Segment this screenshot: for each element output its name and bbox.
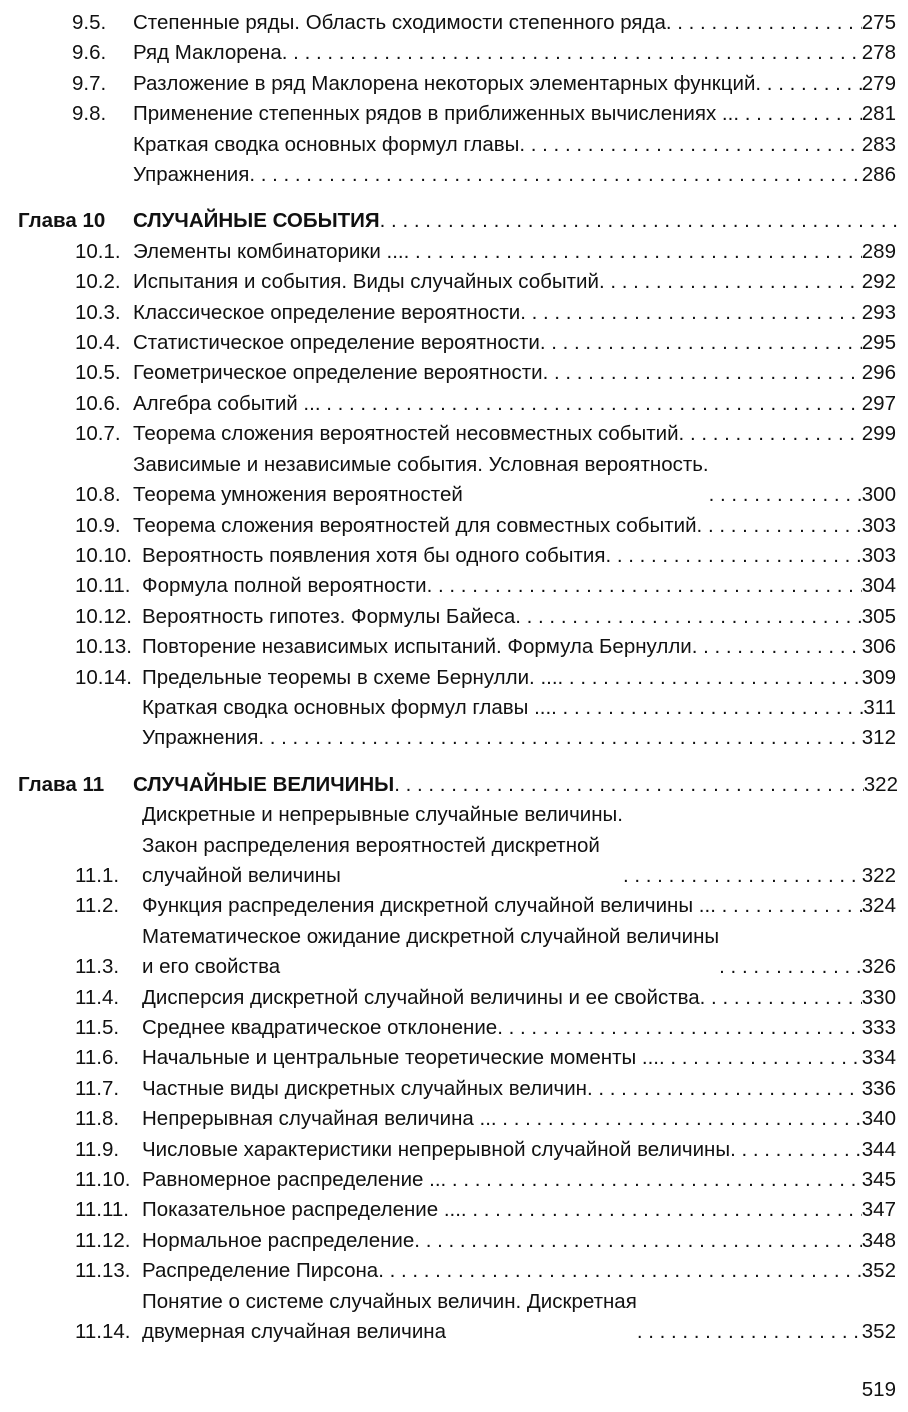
entry-title-line: Алгебра событий ..: [133, 391, 315, 415]
entry-title-wrap: [133, 419, 862, 449]
page-ref: 334: [861, 1046, 896, 1070]
entry-title: [133, 450, 709, 511]
toc-entry: [0, 922, 908, 983]
entry-title: [133, 511, 697, 541]
entry-title-line: Упражнения: [142, 726, 259, 750]
page-ref: 297: [861, 391, 896, 415]
entry-title-line: Формула полной вероятности: [142, 574, 427, 598]
entry-title-wrap: [133, 206, 898, 236]
toc-entry: [0, 1226, 908, 1256]
section-number: 11.10.: [75, 1168, 131, 1192]
section-number: 11.5.: [75, 1016, 120, 1039]
page-ref: 348: [861, 1228, 896, 1252]
page-ref: 299: [861, 422, 896, 446]
entry-title-line: Дискретные и непрерывные случайные величины.: [142, 803, 623, 827]
entry-title: [142, 723, 258, 753]
entry-title-wrap: [133, 130, 862, 160]
entry-title-line: Числовые характеристики непрерывной случайной величины: [142, 1137, 731, 1161]
page-ref: 293: [861, 300, 896, 324]
dot-leader: [315, 389, 862, 419]
toc-entry: [0, 1074, 908, 1104]
toc-entry: [0, 8, 908, 38]
entry-title-line: Предельные теоремы в схеме Бернулли. ...: [142, 665, 558, 689]
dot-leader: [394, 770, 864, 800]
dot-leader: [380, 206, 898, 236]
toc-entry: [0, 663, 908, 693]
entry-title: [142, 1135, 730, 1165]
section-number: 10.10.: [75, 543, 132, 567]
dot-leader: [679, 419, 862, 449]
entry-title: [142, 1104, 491, 1134]
entry-title-line: Степенные ряды. Область сходимости степенного ряда: [133, 11, 666, 34]
section-number: 11.7.: [75, 1076, 120, 1100]
toc-entry: [0, 450, 908, 511]
dot-leader: [461, 1195, 862, 1225]
dot-leader: [659, 1043, 862, 1073]
entry-title-wrap: [142, 1104, 862, 1134]
dot-leader: [258, 723, 861, 753]
toc-entry: [0, 358, 908, 388]
entry-title-line: Равномерное распределение ..: [142, 1168, 441, 1192]
toc-entry: [0, 541, 908, 571]
entry-title: [133, 328, 540, 358]
section-number: 9.5.: [72, 11, 107, 34]
entry-title-line: СЛУЧАЙНЫЕ СОБЫТИЯ: [133, 209, 380, 233]
toc-entry: [0, 1013, 908, 1043]
section-number: 9.7.: [72, 71, 107, 95]
toc-entry: [0, 328, 908, 358]
dot-leader: [605, 541, 861, 571]
section-number: 10.1.: [75, 239, 121, 263]
entry-title: [133, 38, 282, 68]
entry-title-wrap: [142, 1226, 862, 1256]
section-number: 10.8.: [75, 483, 121, 507]
entry-title: [133, 298, 520, 328]
entry-title: [133, 770, 394, 800]
entry-title-line: Теорема сложения вероятностей несовместных событий: [133, 422, 679, 446]
entry-title: [133, 160, 249, 190]
entry-title-wrap: [142, 663, 862, 693]
page-ref: 311: [863, 695, 896, 719]
dot-leader: [282, 38, 862, 68]
page-ref: 281: [861, 102, 896, 126]
entry-title: [142, 1013, 497, 1043]
section-number: 10.7.: [75, 422, 121, 446]
section-number: 11.12.: [75, 1228, 131, 1252]
entry-title-wrap: [133, 298, 862, 328]
page-ref: 300: [861, 483, 896, 507]
section-number: 9.6.: [72, 41, 107, 65]
page-ref: 289: [861, 239, 896, 263]
entry-title-line: Дисперсия дискретной случайной величины и ее свойства: [142, 985, 700, 1009]
entry-title-line: Краткая сводка основных формул главы ...: [142, 695, 552, 719]
toc-entry: [0, 38, 908, 68]
toc-entry: [0, 602, 908, 632]
entry-title-wrap: [142, 723, 862, 753]
entry-title: [133, 237, 404, 267]
entry-title-wrap: [133, 237, 862, 267]
section-number: 10.9.: [75, 513, 121, 537]
entry-title-line: Испытания и события. Виды случайных событий: [133, 270, 599, 294]
page-ref: 345: [861, 1168, 896, 1192]
toc-entry: [0, 693, 908, 723]
section-number: 11.8.: [75, 1107, 120, 1131]
entry-title: [142, 602, 515, 632]
toc-entry: [0, 891, 908, 921]
section-number: 10.4.: [75, 331, 121, 355]
entry-title-line: Начальные и центральные теоретические моменты ...: [142, 1046, 659, 1070]
entry-title: [142, 922, 719, 983]
dot-leader: [719, 952, 862, 982]
dot-leader: [587, 1074, 862, 1104]
entry-title-wrap: [133, 69, 862, 99]
section-number: 11.13.: [75, 1259, 131, 1283]
dot-leader: [404, 237, 862, 267]
page-ref: 322: [861, 863, 896, 887]
page-ref: 306: [861, 635, 896, 659]
entry-title-line: Классическое определение вероятности: [133, 300, 521, 324]
dot-leader: [414, 1226, 861, 1256]
section-number: 10.11.: [75, 574, 131, 598]
dot-leader: [637, 1317, 862, 1347]
entry-title: [133, 8, 666, 38]
toc-entry: [0, 1135, 908, 1165]
dot-leader: [551, 693, 863, 723]
dot-leader: [709, 480, 862, 510]
entry-title-wrap: [133, 389, 862, 419]
dot-leader: [599, 267, 862, 297]
entry-title-wrap: [142, 800, 862, 891]
entry-title-wrap: [142, 1013, 862, 1043]
entry-title-wrap: [142, 1043, 862, 1073]
section-number: 11.3.: [75, 955, 120, 979]
toc-entry: [0, 298, 908, 328]
dot-leader: [666, 8, 862, 38]
dot-leader: [520, 298, 862, 328]
entry-title-line: Вероятность появления хотя бы одного события: [142, 543, 606, 567]
page-ref: 275: [861, 11, 896, 34]
toc-entry: [0, 723, 908, 753]
section-number: 10.3.: [75, 300, 121, 324]
page-ref: 352: [861, 1320, 896, 1344]
toc-entry: [0, 800, 908, 891]
entry-title: [142, 1195, 461, 1225]
entry-title: [133, 206, 380, 236]
entry-title-line: Повторение независимых испытаний. Формула Бернулли: [142, 635, 692, 659]
dot-leader: [249, 160, 861, 190]
page-ref: 303: [861, 513, 896, 537]
entry-title: [142, 632, 692, 662]
page-ref: 340: [861, 1107, 896, 1131]
page-ref: 304: [861, 574, 896, 598]
dot-leader: [515, 602, 862, 632]
entry-title-wrap: [142, 602, 862, 632]
entry-title-line: СЛУЧАЙНЫЕ ВЕЛИЧИНЫ: [133, 772, 395, 796]
entry-title-line: Зависимые и независимые события. Условная вероятность.: [133, 452, 709, 476]
dot-leader: [540, 328, 862, 358]
page-ref: 322: [863, 772, 898, 796]
chapter-number: Глава 11: [18, 772, 105, 796]
toc-entry: [0, 419, 908, 449]
section-number: 10.6.: [75, 391, 121, 415]
page-ref: 324: [861, 894, 896, 918]
section-number: 10.12.: [75, 604, 132, 628]
page-ref: 292: [861, 270, 896, 294]
entry-title: [133, 130, 519, 160]
section-number: 10.14.: [75, 665, 132, 689]
entry-title-line: Распределение Пирсона: [142, 1259, 379, 1283]
entry-title-line: Среднее квадратическое отклонение: [142, 1016, 498, 1039]
entry-title: [142, 571, 427, 601]
entry-title-wrap: [142, 1287, 862, 1348]
entry-title: [142, 541, 605, 571]
toc-entry: [0, 1287, 908, 1348]
section-number: 11.6.: [75, 1046, 120, 1070]
entry-title: [142, 1043, 659, 1073]
page-ref: 279: [861, 71, 896, 95]
toc-entry: [0, 69, 908, 99]
entry-title-line: Геометрическое определение вероятности: [133, 361, 543, 385]
entry-title: [133, 419, 679, 449]
entry-title-line: Разложение в ряд Маклорена некоторых элементарных функций: [133, 71, 756, 95]
page-ref: 330: [861, 985, 896, 1009]
dot-leader: [710, 891, 862, 921]
entry-title-wrap: [142, 922, 862, 983]
entry-title-line: Нормальное распределение: [142, 1228, 415, 1252]
section-number: 11.4.: [75, 985, 120, 1009]
entry-title: [142, 1287, 637, 1348]
entry-title-wrap: [142, 891, 862, 921]
toc-entry: [0, 1256, 908, 1286]
entry-title: [142, 800, 623, 891]
entry-title: [133, 358, 543, 388]
entry-title-wrap: [142, 571, 862, 601]
entry-title: [133, 99, 733, 129]
dot-leader: [730, 1135, 862, 1165]
dot-leader: [543, 358, 862, 388]
entry-title-wrap: [142, 1074, 862, 1104]
section-number: 10.5.: [75, 361, 121, 385]
page-ref: 344: [861, 1137, 896, 1161]
section-number: 10.13.: [75, 635, 132, 659]
toc-entry: [0, 130, 908, 160]
section-number: 11.14.: [75, 1320, 131, 1344]
toc-entry: [0, 1165, 908, 1195]
section-number: 11.9.: [75, 1137, 120, 1161]
dot-leader: [692, 632, 862, 662]
entry-title-wrap: [142, 1135, 862, 1165]
entry-title-wrap: [133, 358, 862, 388]
dot-leader: [558, 663, 862, 693]
page-number: 519: [861, 1378, 896, 1401]
entry-title-wrap: [133, 267, 862, 297]
entry-title: [142, 1256, 378, 1286]
section-number: 11.11.: [75, 1198, 129, 1222]
section-number: 11.1.: [75, 863, 120, 887]
page-ref: 296: [861, 361, 896, 385]
entry-title-wrap: [133, 38, 862, 68]
page-ref: 305: [861, 604, 896, 628]
entry-title-wrap: [142, 1195, 862, 1225]
entry-title-line: Частные виды дискретных случайных величин: [142, 1076, 587, 1100]
entry-title: [142, 983, 700, 1013]
toc-entry: [0, 389, 908, 419]
entry-title: [142, 663, 558, 693]
dot-leader: [623, 861, 862, 891]
entry-title-line: Ряд Маклорена: [133, 41, 282, 65]
dot-leader: [378, 1256, 862, 1286]
dot-leader: [441, 1165, 862, 1195]
page-ref: 326: [861, 955, 896, 979]
page-ref: 333: [861, 1016, 896, 1039]
toc-entry: [0, 99, 908, 129]
entry-title-wrap: [133, 99, 862, 129]
section-number: 10.2.: [75, 270, 121, 294]
dot-leader: [497, 1013, 862, 1043]
entry-title-line: Применение степенных рядов в приближенных вычислениях ..: [133, 102, 734, 126]
toc-entry: [0, 160, 908, 190]
entry-title-line: Упражнения: [133, 163, 250, 187]
entry-title-line: Элементы комбинаторики ...: [133, 239, 404, 263]
entry-title-wrap: [133, 450, 862, 511]
entry-title-wrap: [133, 328, 862, 358]
section-number: 11.2.: [75, 894, 120, 918]
entry-title-line: Непрерывная случайная величина ..: [142, 1107, 491, 1131]
dot-leader: [755, 69, 861, 99]
entry-title-wrap: [133, 770, 864, 800]
chapter-number: Глава 10: [18, 209, 106, 233]
dot-leader: [427, 571, 862, 601]
entry-title-line: Статистическое определение вероятности: [133, 331, 540, 355]
page-ref: 283: [861, 132, 896, 156]
entry-title-wrap: [142, 632, 862, 662]
entry-title-wrap: [142, 541, 862, 571]
entry-title: [142, 1226, 414, 1256]
entry-title-wrap: [142, 983, 862, 1013]
table-of-contents: [0, 8, 908, 1347]
toc-chapter-heading: [0, 206, 908, 236]
entry-title-line: Математическое ожидание дискретной случайной величины: [142, 924, 720, 948]
toc-entry: [0, 1104, 908, 1134]
page-ref: 352: [861, 1259, 896, 1283]
entry-title-line: и его свойства: [142, 955, 281, 979]
page-ref: 286: [861, 163, 896, 187]
entry-title-line: Закон распределения вероятностей дискретной: [142, 833, 600, 857]
entry-title-line: Теорема сложения вероятностей для совместных событий: [133, 513, 697, 537]
dot-leader: [697, 511, 862, 541]
entry-title-line: двумерная случайная величина: [142, 1320, 446, 1344]
page-ref: 309: [861, 665, 896, 689]
dot-leader: [733, 99, 861, 129]
entry-title-line: случайной величины: [142, 863, 341, 887]
entry-title-line: Понятие о системе случайных величин. Дискретная: [142, 1289, 637, 1313]
dot-leader: [700, 983, 862, 1013]
toc-entry: [0, 267, 908, 297]
dot-leader: [491, 1104, 862, 1134]
entry-title: [142, 693, 551, 723]
toc-entry: [0, 1195, 908, 1225]
toc-entry: [0, 983, 908, 1013]
section-number: 9.8.: [72, 102, 107, 126]
entry-title: [142, 891, 710, 921]
entry-title-wrap: [142, 1256, 862, 1286]
page-ref: 278: [861, 41, 896, 65]
toc-entry: [0, 571, 908, 601]
page-ref: 312: [861, 726, 896, 750]
dot-leader: [519, 130, 861, 160]
entry-title-wrap: [133, 8, 862, 38]
entry-title-wrap: [133, 160, 862, 190]
page-ref: 336: [861, 1076, 896, 1100]
entry-title: [133, 389, 315, 419]
toc-entry: [0, 237, 908, 267]
entry-title-wrap: [142, 693, 863, 723]
entry-title-wrap: [133, 511, 862, 541]
entry-title-line: Функция распределения дискретной случайной величины ..: [142, 894, 711, 918]
page-ref: 347: [861, 1198, 896, 1222]
entry-title-wrap: [142, 1165, 862, 1195]
entry-title-line: Вероятность гипотез. Формулы Байеса: [142, 604, 516, 628]
toc-entry: [0, 1043, 908, 1073]
entry-title: [142, 1165, 441, 1195]
entry-title: [142, 1074, 587, 1104]
entry-title-line: Теорема умножения вероятностей: [133, 483, 463, 507]
entry-title: [133, 69, 755, 99]
page-ref: 303: [861, 543, 896, 567]
toc-entry: [0, 632, 908, 662]
entry-title-line: Краткая сводка основных формул главы: [133, 132, 520, 156]
toc-entry: [0, 511, 908, 541]
entry-title-line: Показательное распределение ...: [142, 1198, 461, 1222]
page-ref: 295: [861, 331, 896, 355]
toc-chapter-heading: [0, 770, 908, 800]
entry-title: [133, 267, 599, 297]
